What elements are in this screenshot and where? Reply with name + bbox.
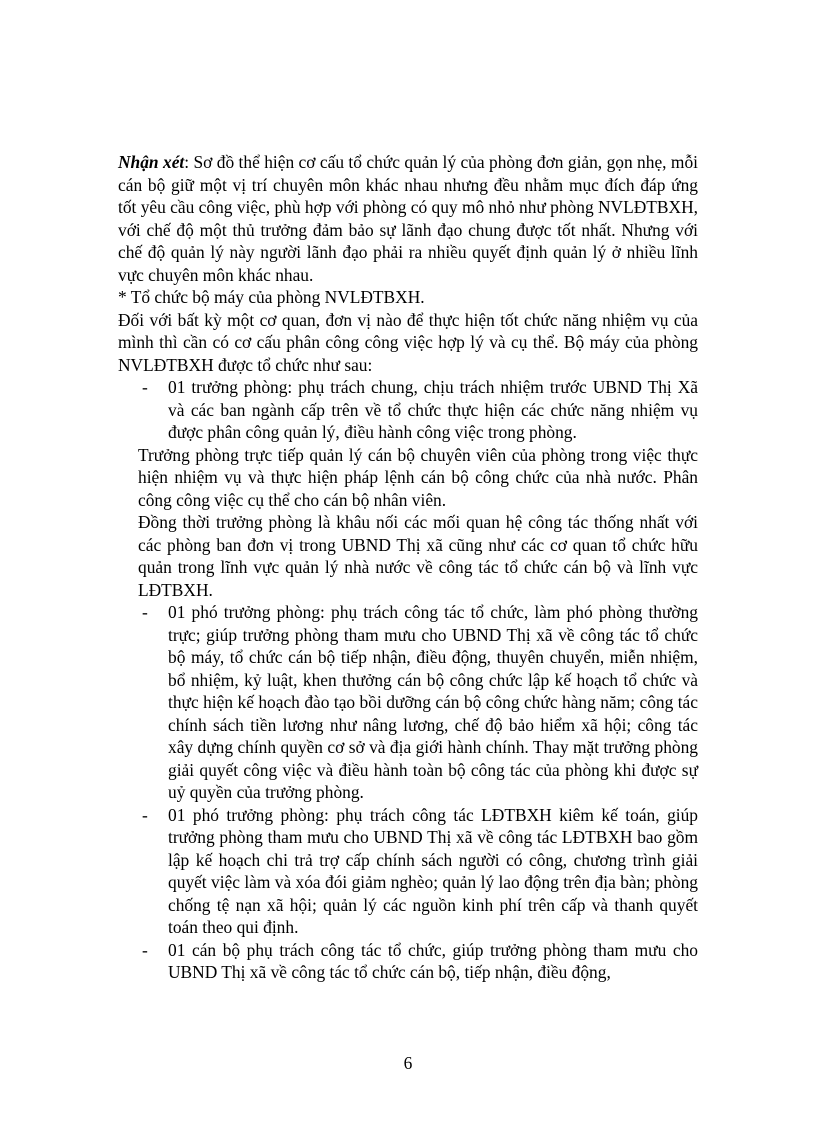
list-item-text: 01 trưởng phòng: phụ trách chung, chịu trách nhiệm trước UBND Thị Xã và các ban ngành cấp trên về tổ chức thực hiện các chức năng nhiệm vụ được phân công quản lý, điều hành công việc trong phòng.	[168, 377, 698, 442]
list-item	[118, 601, 698, 804]
head-relations-paragraph: Đồng thời trưởng phòng là khâu nối các mối quan hệ công tác thống nhất với các phòng ban đơn vị trong UBND Thị xã cũng như các cơ quan tổ chức hữu quản trong lĩnh vực quản lý nhà nước về công tác tổ chức cán bộ và lĩnh vực LĐTBXH.	[138, 512, 698, 600]
list-item	[118, 804, 698, 939]
head-duties-paragraph: Trưởng phòng trực tiếp quản lý cán bộ chuyên viên của phòng trong việc thực hiện nhiệm vụ và thực hiện pháp lệnh cán bộ công chức của nhà nước. Phân công công việc cụ thể cho cán bộ nhân viên.	[138, 444, 698, 510]
page-number: 6	[403, 1053, 413, 1073]
list-item	[118, 376, 698, 444]
org-heading: * Tổ chức bộ máy của phòng NVLĐTBXH.	[118, 287, 425, 307]
observation-text: : Sơ đồ thể hiện cơ cấu tổ chức quản lý của phòng đơn giản, gọn nhẹ, mỗi cán bộ giữ một vị trí chuyên môn khác nhau nhưng đều nhằm mục đích đáp ứng tốt yêu cầu công việc, phù hợp với phòng có quy mô nhỏ như phòng NVLĐTBXH, với chế độ một thủ trưởng đảm bảo sự lãnh đạo chung được tốt nhất. Nhưng với chế độ quản lý này người lãnh đạo phải ra nhiều quyết định quản lý ở nhiều lĩnh vực chuyên môn khác nhau.	[118, 152, 698, 285]
bullet-dash: -	[142, 804, 148, 825]
org-intro-paragraph: Đối với bất kỳ một cơ quan, đơn vị nào để thực hiện tốt chức năng nhiệm vụ của mình thì cần có cơ cấu phân công công việc hợp lý và cụ thể. Bộ máy của phòng NVLĐTBXH được tổ chức như sau:	[118, 309, 698, 375]
list-item-text: 01 cán bộ phụ trách công tác tổ chức, giúp trưởng phòng tham mưu cho UBND Thị xã về công tác tổ chức cán bộ, tiếp nhận, điều động,	[168, 939, 698, 982]
observation-paragraph	[118, 151, 698, 286]
bullet-dash: -	[142, 602, 148, 622]
list-item-text: 01 phó trưởng phòng: phụ trách công tác LĐTBXH kiêm kế toán, giúp trưởng phòng tham mưu cho UBND Thị xã về công tác LĐTBXH bao gồm lập kế hoạch chi trả trợ cấp chính sách người có công, chương trình giải quyết việc làm và xóa đói giảm nghèo; quản lý lao động trên địa bàn; phòng chống tệ nạn xã hội; quản lý các nguồn kinh phí trên cấp và thanh quyết toán theo qui định.	[168, 804, 698, 937]
bullet-dash: -	[142, 939, 148, 960]
list-item-text: 01 phó trưởng phòng: phụ trách công tác tổ chức, làm phó phòng thường trực; giúp trưởng phòng tham mưu cho UBND Thị xã về công tác tổ chức bộ máy, tổ chức cán bộ tiếp nhận, điều động, thuyên chuyển, miễn nhiệm, bổ nhiệm, kỷ luật, khen thưởng cán bộ công chức lập kế hoạch tổ chức và thực hiện kế hoạch đào tạo bồi dưỡng cán bộ công chức hàng năm; công tác chính sách tiền lương như nâng lương, chế độ bảo hiểm xã hội; công tác xây dựng chính quyền cơ sở và địa giới hành chính. Thay mặt trưởng phòng giải quyết công việc và điều hành toàn bộ công tác của phòng khi được sự uỷ quyền của trưởng phòng.	[168, 602, 698, 802]
list-item	[118, 939, 698, 984]
bullet-dash: -	[142, 377, 148, 397]
observation-label: Nhận xét	[118, 152, 185, 172]
body-text	[118, 151, 698, 984]
